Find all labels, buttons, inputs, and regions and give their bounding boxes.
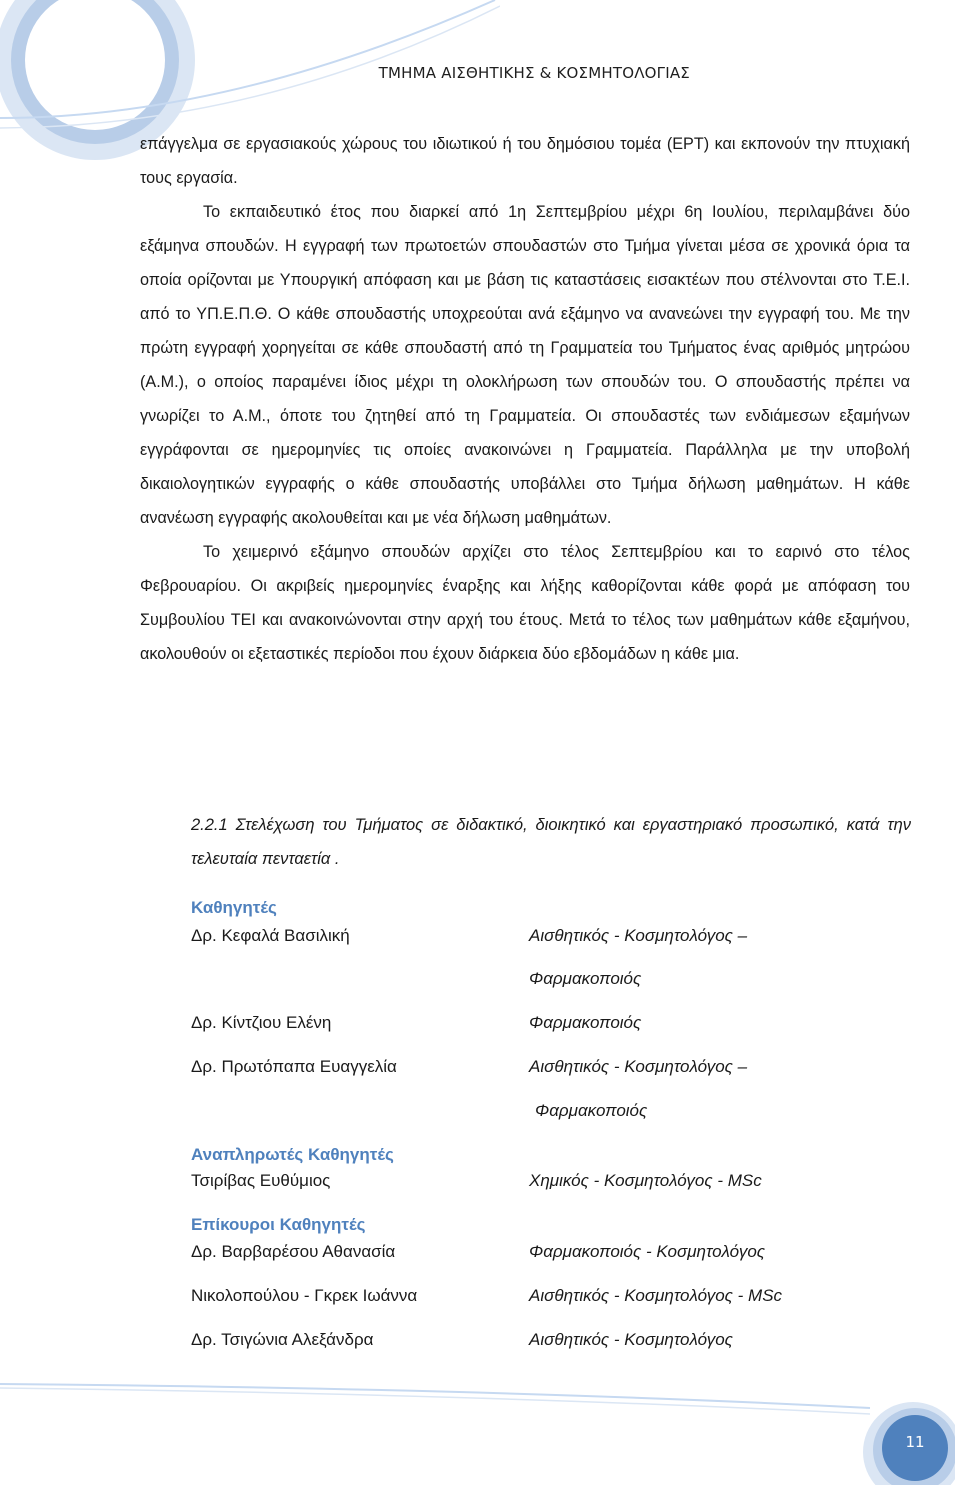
- staff-role: Φαρμακοποιός - Κοσμητολόγος: [529, 1242, 766, 1261]
- staff-name: Δρ. Βαρβαρέσου Αθανασία: [191, 1242, 396, 1261]
- page-number: 11: [905, 1433, 925, 1451]
- header-department: ΤΜΗΜΑ ΑΙΣΘΗΤΙΚΗΣ & ΚΟΣΜΗΤΟΛΟΓΙΑΣ: [378, 64, 690, 82]
- staff-name: Νικολοπούλου - Γκρεκ Ιωάννα: [191, 1286, 418, 1305]
- staff-role: Αισθητικός - Κοσμητολόγος –: [529, 926, 748, 945]
- staff-name: Δρ. Κίντζιου Ελένη: [191, 1013, 332, 1032]
- staff-role-continued: Φαρμακοποιός: [529, 969, 642, 988]
- staff-role: Αισθητικός - Κοσμητολόγος –: [529, 1057, 748, 1076]
- footer-decoration-line: [0, 1378, 960, 1418]
- staff-role: Φαρμακοποιός: [529, 1013, 642, 1032]
- staff-role: Αισθητικός - Κοσμητολόγος - MSc: [529, 1286, 783, 1305]
- staff-name: Τσιρίβας Ευθύμιος: [191, 1171, 331, 1190]
- staff-role: Χημικός - Κοσμητολόγος - MSc: [529, 1171, 762, 1190]
- staff-role-continued: Φαρμακοποιός: [535, 1101, 648, 1120]
- professors-heading: Καθηγητές: [191, 898, 277, 917]
- paragraph-1: επάγγελμα σε εργασιακούς χώρους του ιδιωτικού ή του δημόσιου τομέα (ΕΡΤ) και εκπονούν την πτυχιακή τους εργασία.: [140, 135, 910, 187]
- staff-name: Δρ. Κεφαλά Βασιλική: [191, 926, 350, 945]
- section-heading: 2.2.1 Στελέχωση του Τμήματος σε διδακτικό, διοικητικό και εργαστηριακό προσωπικό, κατά την τελευταία πενταετία .: [191, 816, 911, 868]
- body-text: [140, 127, 910, 671]
- associate-professors-heading: Αναπληρωτές Καθηγητές: [191, 1145, 394, 1164]
- assistant-professors-heading: Επίκουροι Καθηγητές: [191, 1215, 366, 1234]
- paragraph-3: Το χειμερινό εξάμηνο σπουδών αρχίζει στο τέλος Σεπτεμβρίου και το εαρινό στο τέλος Φεβρουαρίου. Οι ακριβείς ημερομηνίες έναρξης και λήξης καθορίζονται κάθε φορά με απόφαση του Συμβουλίου ΤΕΙ και ανακοινώνονται στην αρχή του έτους. Μετά το τέλος των μαθημάτων κάθε εξαμήνου, ακολουθούν οι εξεταστικές περίοδοι που έχουν διάρκεια δύο εβδομάδων η κάθε μια.: [140, 543, 910, 663]
- staff-name: Δρ. Τσιγώνια Αλεξάνδρα: [191, 1330, 374, 1349]
- paragraph-2: Το εκπαιδευτικό έτος που διαρκεί από 1η Σεπτεμβρίου μέχρι 6η Ιουλίου, περιλαμβάνει δύο εξάμηνα σπουδών. Η εγγραφή των πρωτοετών σπουδαστών στο Τμήμα γίνεται μέσα σε χρονικά όρια τα οποία ορίζονται με Υπουργική απόφαση και με βάση τις καταστάσεις εισακτέων που στέλνονται στο Τ.Ε.Ι. από το ΥΠ.Ε.Π.Θ. Ο κάθε σπουδαστής υποχρεούται ανά εξάμηνο να ανανεώνει την εγγραφή του. Με την πρώτη εγγραφή χορηγείται σε κάθε σπουδαστή από τη Γραμματεία του Τμήματος ένας αριθμός μητρώου (Α.Μ.), ο οποίος παραμένει ίδιος μέχρι τη ολοκλήρωση των σπουδών του. Ο σπουδαστής πρέπει να γνωρίζει το Α.Μ., όποτε του ζητηθεί από τη Γραμματεία. Οι σπουδαστές των ενδιάμεσων εξαμήνων εγγράφονται σε ημερομηνίες τις οποίες ανακοινώνει η Γραμματεία. Παράλληλα με την υποβολή δικαιολογητικών εγγραφής ο κάθε σπουδαστής υποβάλλει στο Τμήμα δήλωση μαθημάτων. Η κάθε ανανέωση εγγραφής ακολουθείται και με νέα δήλωση μαθημάτων.: [140, 203, 910, 527]
- staff-role: Αισθητικός - Κοσμητολόγος: [529, 1330, 733, 1349]
- staff-name: Δρ. Πρωτόπαπα Ευαγγελία: [191, 1057, 397, 1076]
